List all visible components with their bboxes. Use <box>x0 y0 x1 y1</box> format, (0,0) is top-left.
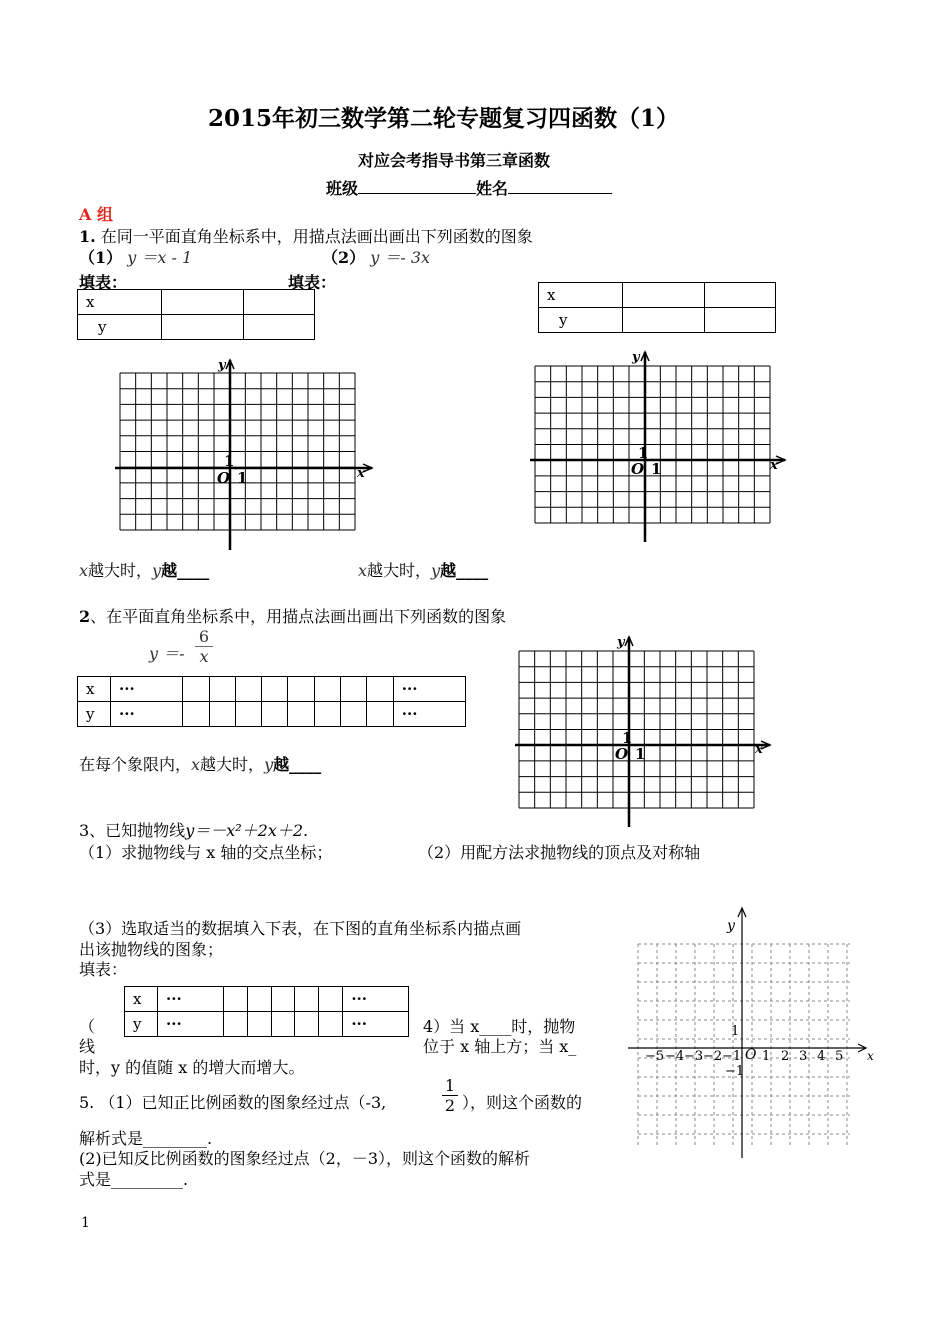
name-label: 姓名 <box>476 179 509 198</box>
q1-grid1-y-one: 1 <box>224 452 235 470</box>
q1-t2-x-label: x <box>539 283 623 308</box>
q3-axis-y-label: y <box>727 918 735 934</box>
q3-dots: ··· <box>158 987 224 1012</box>
q2-ask-y: y <box>264 755 274 774</box>
q3-tick-neg5: −5 <box>645 1049 665 1064</box>
q3-axis-y-neg-one: −1 <box>725 1064 745 1079</box>
q2-grid-y-one: 1 <box>622 729 633 747</box>
q2-y-label: y <box>78 702 111 727</box>
q3-tick-3: 3 <box>799 1049 808 1064</box>
q1-ask1-end: 越____ <box>161 561 210 580</box>
q3-part2: （2）用配方法求抛物线的顶点及对称轴 <box>418 843 701 862</box>
q1-part2-expr: y ＝- 3x <box>370 248 431 267</box>
q2-ask-lead: 在每个象限内， <box>79 755 192 774</box>
q1-grid2-x-label: x <box>770 458 778 473</box>
q3-tick-neg2: −2 <box>703 1049 723 1064</box>
group-a-label: A 组 <box>79 205 113 224</box>
q2-dots: ··· <box>111 702 183 727</box>
q2-number: 2 <box>79 607 91 626</box>
q2-dots: ··· <box>111 677 183 702</box>
q2-grid-x-label: x <box>755 742 763 757</box>
q3-equation: y＝－x²＋2x＋2. <box>185 821 309 840</box>
q1-fill-label-2: 填表： <box>288 273 337 292</box>
q1-t1-x-label: x <box>78 290 162 315</box>
q2-frac-den: x <box>199 647 209 666</box>
page-number: 1 <box>81 1215 90 1231</box>
q3-tick-neg1: −1 <box>722 1049 742 1064</box>
q3-part4-a: 4）当 x____时，抛物 <box>423 1017 576 1036</box>
q1-number: 1. <box>79 227 96 246</box>
q1-ask2-rest: 越大时， <box>367 561 432 580</box>
q2-expr-left: y ＝- <box>149 644 185 663</box>
q1-grid1-x-label: x <box>357 466 365 481</box>
q3-fill-label: 填表： <box>79 960 128 979</box>
class-label: 班级 <box>326 179 359 198</box>
q3-axis-y-one: 1 <box>731 1024 740 1039</box>
q1-ask2-end: 越____ <box>440 561 489 580</box>
q3-tick-2: 2 <box>781 1049 790 1064</box>
q3-dots: ··· <box>343 987 409 1012</box>
q1-t2-y-label: y <box>539 308 623 333</box>
q3-part4-b: 位于 x 轴上方；当 x_ <box>423 1037 577 1056</box>
q5-fraction <box>442 1076 458 1115</box>
q1-text: 在同一平面直角坐标系中，用描点法画出画出下列函数的图象 <box>100 227 533 246</box>
q1-ask2-x: x <box>358 561 368 580</box>
q5-line1 <box>79 1090 386 1113</box>
q3-left-frag2: 线 <box>79 1037 96 1056</box>
q3-axis-origin: O <box>745 1047 757 1063</box>
q2-ask-end: 越____ <box>273 755 322 774</box>
q5-frac-den: 2 <box>444 1096 456 1115</box>
q2-grid-x-one: 1 <box>635 745 646 763</box>
q3-dots: ··· <box>158 1012 224 1037</box>
q3-left-frag1: （ <box>79 1017 96 1036</box>
q2-grid-origin: O <box>615 745 629 763</box>
q3-part1: （1）求抛物线与 x 轴的交点坐标； <box>79 843 333 862</box>
q1-grid1-x-one: 1 <box>237 469 248 487</box>
q3-part3-line1: （3）选取适当的数据填入下表，在下图的直角坐标系内描点画 <box>79 919 522 938</box>
q1-part2-label: （2） <box>322 248 366 267</box>
q1-ask1-x: x <box>79 561 89 580</box>
q2-dots: ··· <box>393 677 465 702</box>
q5-frac-num: 1 <box>442 1076 458 1096</box>
q2-grid-y-label: y <box>617 635 625 650</box>
q3-axis-x-label: x <box>867 1049 874 1063</box>
q3-tick-neg4: −4 <box>665 1049 685 1064</box>
q1-part1-expr: y ＝x - 1 <box>127 248 193 267</box>
q3-y-label: y <box>125 1012 158 1037</box>
q5-line4: 式是_________. <box>79 1170 189 1189</box>
q3-dots: ··· <box>343 1012 409 1037</box>
q1-grid2-origin: O <box>631 460 645 478</box>
q5-line1-a: 5. （1）已知正比例函数的图象经过点（-3, <box>79 1093 387 1112</box>
q2-ask-rest: 越大时， <box>200 755 265 774</box>
q1-part1-label: （1） <box>79 248 123 267</box>
q2-text: 、在平面直角坐标系中，用描点法画出画出下列函数的图象 <box>90 607 507 626</box>
q5-line1-b: ），则这个函数的 <box>462 1093 583 1112</box>
q3-tick-5: 5 <box>835 1049 844 1064</box>
q1-ask1-y: y <box>152 561 162 580</box>
q2-ask-x: x <box>191 755 201 774</box>
q3-x-label: x <box>125 987 158 1012</box>
q2-frac-num: 6 <box>195 627 213 647</box>
q5-line3: (2)已知反比例函数的图象经过点（2，－3），则这个函数的解析 <box>79 1149 531 1168</box>
q1-grid1-origin: O <box>217 469 231 487</box>
q3-tick-1: 1 <box>762 1049 771 1064</box>
page-title: 2015年初三数学第二轮专题复习四函数（1） <box>208 105 680 132</box>
q1-grid1-y-label: y <box>218 358 226 373</box>
q1-grid2-x-one: 1 <box>651 460 662 478</box>
q1-ask2-y: y <box>431 561 441 580</box>
q3-tick-4: 4 <box>817 1049 826 1064</box>
q1-grid2-y-label: y <box>632 350 640 365</box>
q5-line2: 解析式是________. <box>79 1129 213 1148</box>
q1-t1-y-label: y <box>78 315 162 340</box>
q3-intro-text: 3、已知抛物线 <box>79 821 186 840</box>
q1-fill-label-1: 填表： <box>79 273 128 292</box>
q2-dots: ··· <box>393 702 465 727</box>
q3-part3-line2: 出该抛物线的图象； <box>79 940 224 959</box>
q3-tick-neg3: −3 <box>684 1049 704 1064</box>
q3-part4-c: 时，y 的值随 x 的增大而增大。 <box>79 1058 305 1077</box>
q1-ask1-rest: 越大时， <box>88 561 153 580</box>
q2-x-label: x <box>78 677 111 702</box>
q1-grid2-y-one: 1 <box>638 444 649 462</box>
page-subtitle: 对应会考指导书第三章函数 <box>358 151 551 170</box>
